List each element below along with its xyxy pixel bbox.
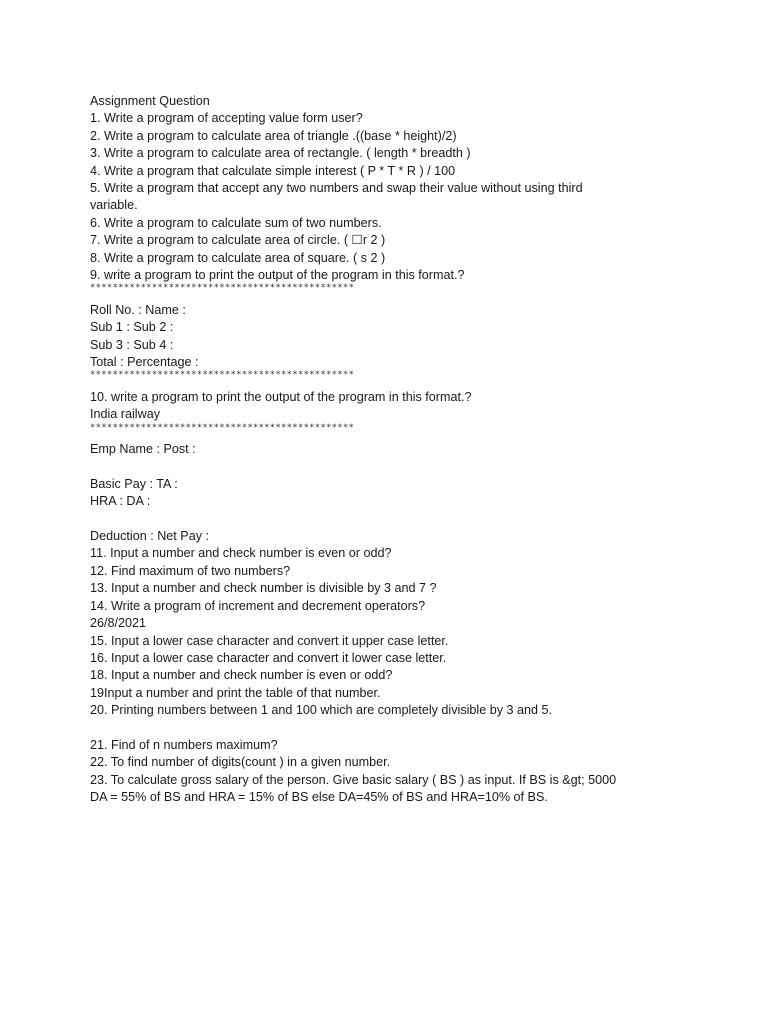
format-line-total-percentage: Total : Percentage : xyxy=(90,355,199,370)
question-4: 4. Write a program that calculate simple interest ( P * T * R ) / 100 xyxy=(90,163,456,178)
question-13: 13. Input a number and check number is divisible by 3 and 7 ? xyxy=(90,581,437,596)
document-page xyxy=(90,93,730,807)
question-22: 22. To find number of digits(count ) in a given number. xyxy=(90,755,391,770)
question-8: 8. Write a program to calculate area of square. ( s 2 ) xyxy=(90,250,386,265)
format-line-sub-1-2: Sub 1 : Sub 2 : xyxy=(90,320,174,335)
question-2: 2. Write a program to calculate area of triangle .((base * height)/2) xyxy=(90,128,457,143)
format-line-sub-3-4: Sub 3 : Sub 4 : xyxy=(90,337,174,352)
question-9: 9. write a program to print the output of the program in this format.? xyxy=(90,268,465,283)
format-line-basic-pay-ta: Basic Pay : TA : xyxy=(90,476,178,491)
format-line-hra-da: HRA : DA : xyxy=(90,494,151,509)
question-5: 5. Write a program that accept any two numbers and swap their value without using third xyxy=(90,181,583,196)
document-title: Assignment Question xyxy=(90,94,210,108)
question-20: 20. Printing numbers between 1 and 100 which are completely divisible by 3 and 5. xyxy=(90,703,553,718)
blank-line xyxy=(90,458,730,475)
question-1: 1. Write a program of accepting value form user? xyxy=(90,111,363,126)
question-6: 6. Write a program to calculate sum of two numbers. xyxy=(90,215,382,230)
format-line-india-railway: India railway xyxy=(90,407,160,422)
date-heading: 26/8/2021 xyxy=(90,616,147,631)
format-line-deduction-net-pay: Deduction : Net Pay : xyxy=(90,529,210,544)
question-5-continued: variable. xyxy=(90,198,138,213)
format-line-roll-name: Roll No. : Name : xyxy=(90,302,186,317)
question-12: 12. Find maximum of two numbers? xyxy=(90,563,291,578)
question-21: 21. Find of n numbers maximum? xyxy=(90,737,278,752)
blank-line xyxy=(90,720,730,737)
question-18: 18. Input a number and check number is even or odd? xyxy=(90,668,393,683)
question-23: 23. To calculate gross salary of the person. Give basic salary ( BS ) as input. If BS is &gt; 5000 xyxy=(90,772,617,787)
question-3: 3. Write a program to calculate area of rectangle. ( length * breadth ) xyxy=(90,146,471,161)
question-10: 10. write a program to print the output of the program in this format.? xyxy=(90,389,472,404)
separator-stars: *********************************************** xyxy=(90,283,355,294)
blank-line xyxy=(90,511,730,528)
question-14: 14. Write a program of increment and decrement operators? xyxy=(90,598,426,613)
question-11: 11. Input a number and check number is even or odd? xyxy=(90,546,392,561)
question-15: 15. Input a lower case character and convert it upper case letter. xyxy=(90,633,449,648)
format-line-emp-name-post: Emp Name : Post : xyxy=(90,442,196,457)
question-23-continued: DA = 55% of BS and HRA = 15% of BS else DA=45% of BS and HRA=10% of BS. xyxy=(90,790,548,805)
separator-stars: *********************************************** xyxy=(90,370,355,381)
question-16: 16. Input a lower case character and convert it lower case letter. xyxy=(90,650,447,665)
separator-stars: *********************************************** xyxy=(90,422,355,433)
question-19: 19Input a number and print the table of that number. xyxy=(90,685,381,700)
question-7: 7. Write a program to calculate area of circle. ( ☐r 2 ) xyxy=(90,233,386,248)
